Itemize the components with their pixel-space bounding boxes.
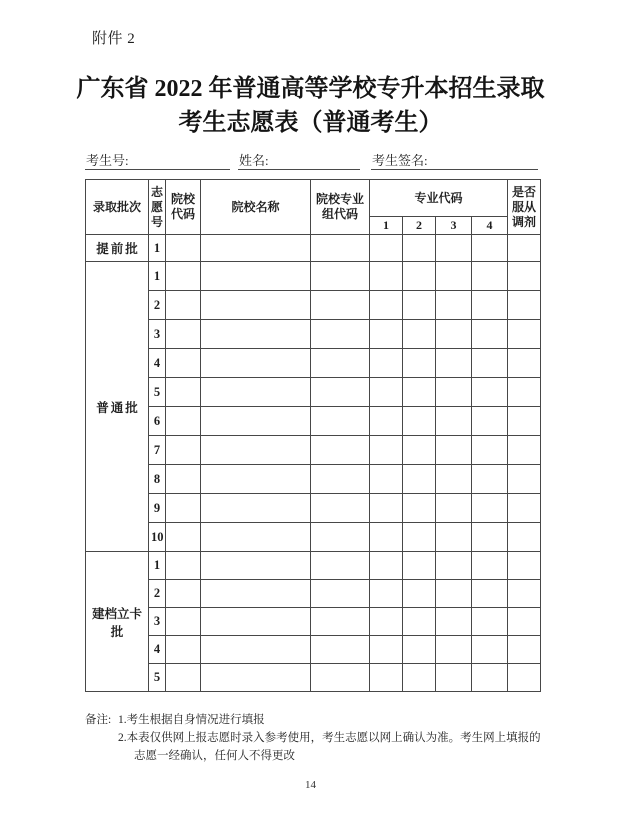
- volunteer-number-cell: 3: [149, 608, 166, 636]
- college-name-cell: [201, 580, 311, 608]
- table-row: [86, 664, 541, 692]
- college-code-cell: [166, 235, 201, 262]
- obey-adjustment-cell: [508, 552, 541, 580]
- obey-adjustment-cell: [508, 465, 541, 494]
- major-code-4-cell: [472, 291, 508, 320]
- college-code-cell: [166, 378, 201, 407]
- table-row: [86, 523, 541, 552]
- major-code-1-cell: [370, 465, 403, 494]
- major-code-3-cell: [436, 235, 472, 262]
- major-code-3-cell: [436, 407, 472, 436]
- header-obey-adjustment: 是否服从调剂: [508, 180, 541, 235]
- college-code-cell: [166, 636, 201, 664]
- major-code-2-cell: [403, 349, 436, 378]
- note-item-1: 1.考生根据自身情况进行填报: [118, 714, 265, 726]
- major-code-4-cell: [472, 636, 508, 664]
- major-code-2-cell: [403, 608, 436, 636]
- college-code-cell: [166, 664, 201, 692]
- major-code-2-cell: [403, 262, 436, 291]
- table-row: [86, 608, 541, 636]
- major-code-1-cell: [370, 262, 403, 291]
- major-code-4-cell: [472, 378, 508, 407]
- college-name-cell: [201, 262, 311, 291]
- table-row: [86, 262, 541, 291]
- table-row: [86, 436, 541, 465]
- major-code-2-cell: [403, 636, 436, 664]
- major-code-1-cell: [370, 523, 403, 552]
- obey-adjustment-cell: [508, 523, 541, 552]
- major-code-2-cell: [403, 465, 436, 494]
- major-code-1-cell: [370, 378, 403, 407]
- major-code-3-cell: [436, 291, 472, 320]
- volunteer-number-cell: 4: [149, 349, 166, 378]
- volunteer-number-cell: 8: [149, 465, 166, 494]
- volunteer-table-wrap: [85, 179, 541, 692]
- major-group-code-cell: [311, 378, 370, 407]
- major-code-4-cell: [472, 580, 508, 608]
- header-college-major-group-code: 院校专业组代码: [311, 180, 370, 235]
- major-code-2-cell: [403, 235, 436, 262]
- major-code-4-cell: [472, 664, 508, 692]
- college-name-cell: [201, 664, 311, 692]
- volunteer-number-cell: 5: [149, 378, 166, 407]
- candidate-info-line: [85, 150, 541, 170]
- volunteer-number-cell: 1: [149, 262, 166, 291]
- volunteer-number-cell: 9: [149, 494, 166, 523]
- major-code-1-cell: [370, 436, 403, 465]
- major-group-code-cell: [311, 262, 370, 291]
- major-code-1-cell: [370, 494, 403, 523]
- college-name-cell: [201, 465, 311, 494]
- major-code-1-cell: [370, 291, 403, 320]
- college-name-cell: [201, 494, 311, 523]
- obey-adjustment-cell: [508, 291, 541, 320]
- volunteer-table: [85, 179, 541, 692]
- college-code-cell: [166, 552, 201, 580]
- major-code-4-cell: [472, 235, 508, 262]
- table-body: [86, 235, 541, 692]
- major-code-3-cell: [436, 349, 472, 378]
- attachment-label: 附件 2: [92, 31, 136, 47]
- major-code-2-cell: [403, 320, 436, 349]
- major-code-3-cell: [436, 552, 472, 580]
- major-group-code-cell: [311, 608, 370, 636]
- college-code-cell: [166, 608, 201, 636]
- header-major-code-1: 1: [370, 217, 403, 235]
- table-row: [86, 465, 541, 494]
- major-code-1-cell: [370, 608, 403, 636]
- major-code-3-cell: [436, 494, 472, 523]
- notes-items: [118, 712, 546, 765]
- major-group-code-cell: [311, 291, 370, 320]
- college-code-cell: [166, 494, 201, 523]
- table-row: [86, 349, 541, 378]
- major-group-code-cell: [311, 552, 370, 580]
- major-group-code-cell: [311, 636, 370, 664]
- major-code-1-cell: [370, 407, 403, 436]
- header-admission-batch: 录取批次: [86, 180, 149, 235]
- major-group-code-cell: [311, 465, 370, 494]
- signature-field: [371, 150, 538, 170]
- candidate-number-label: 考生号:: [86, 153, 129, 168]
- major-group-code-cell: [311, 494, 370, 523]
- major-code-4-cell: [472, 436, 508, 465]
- major-code-4-cell: [472, 407, 508, 436]
- volunteer-number-cell: 6: [149, 407, 166, 436]
- college-name-cell: [201, 407, 311, 436]
- major-code-4-cell: [472, 608, 508, 636]
- obey-adjustment-cell: [508, 349, 541, 378]
- major-code-3-cell: [436, 608, 472, 636]
- major-code-3-cell: [436, 636, 472, 664]
- note-item-2: 2.本表仅供网上报志愿时录入参考使用，考生志愿以网上确认为准。考生网上填报的志愿一经确认，任何人不得更改: [118, 731, 541, 762]
- volunteer-number-cell: 5: [149, 664, 166, 692]
- signature-label: 考生签名:: [372, 153, 428, 168]
- header-volunteer-number: 志愿号: [149, 180, 166, 235]
- page-title-line2: 考生志愿表（普通考生）: [178, 110, 443, 136]
- header-major-code-3: 3: [436, 217, 472, 235]
- obey-adjustment-cell: [508, 320, 541, 349]
- table-row: [86, 407, 541, 436]
- header-major-code-4: 4: [472, 217, 508, 235]
- table-row: [86, 580, 541, 608]
- page-number: 14: [305, 779, 316, 791]
- major-code-4-cell: [472, 494, 508, 523]
- table-row: [86, 552, 541, 580]
- header-major-code: 专业代码: [370, 180, 508, 217]
- batch-label: 普通批: [86, 262, 149, 552]
- obey-adjustment-cell: [508, 636, 541, 664]
- table-row: [86, 636, 541, 664]
- college-name-cell: [201, 349, 311, 378]
- header-major-code-2: 2: [403, 217, 436, 235]
- obey-adjustment-cell: [508, 378, 541, 407]
- table-row: [86, 320, 541, 349]
- volunteer-number-cell: 2: [149, 580, 166, 608]
- obey-adjustment-cell: [508, 262, 541, 291]
- volunteer-number-cell: 1: [149, 235, 166, 262]
- major-code-2-cell: [403, 407, 436, 436]
- major-code-3-cell: [436, 378, 472, 407]
- college-name-cell: [201, 436, 311, 465]
- college-code-cell: [166, 523, 201, 552]
- obey-adjustment-cell: [508, 664, 541, 692]
- major-code-2-cell: [403, 523, 436, 552]
- major-group-code-cell: [311, 235, 370, 262]
- college-name-cell: [201, 636, 311, 664]
- major-code-2-cell: [403, 436, 436, 465]
- major-code-3-cell: [436, 465, 472, 494]
- major-code-4-cell: [472, 349, 508, 378]
- major-group-code-cell: [311, 349, 370, 378]
- major-code-4-cell: [472, 523, 508, 552]
- major-group-code-cell: [311, 580, 370, 608]
- notes-label: 备注:: [85, 714, 112, 726]
- table-row: [86, 494, 541, 523]
- major-code-1-cell: [370, 580, 403, 608]
- obey-adjustment-cell: [508, 235, 541, 262]
- page-title-line1: 广东省 2022 年普通高等学校专升本招生录取: [76, 76, 545, 102]
- major-code-2-cell: [403, 664, 436, 692]
- header-college-code: 院校代码: [166, 180, 201, 235]
- college-name-cell: [201, 608, 311, 636]
- major-code-3-cell: [436, 320, 472, 349]
- major-code-2-cell: [403, 580, 436, 608]
- major-code-3-cell: [436, 580, 472, 608]
- college-code-cell: [166, 465, 201, 494]
- volunteer-number-cell: 1: [149, 552, 166, 580]
- college-code-cell: [166, 320, 201, 349]
- college-code-cell: [166, 407, 201, 436]
- major-code-3-cell: [436, 262, 472, 291]
- batch-label: 建档立卡批: [86, 552, 149, 692]
- obey-adjustment-cell: [508, 608, 541, 636]
- major-code-3-cell: [436, 436, 472, 465]
- obey-adjustment-cell: [508, 407, 541, 436]
- major-code-1-cell: [370, 320, 403, 349]
- college-code-cell: [166, 262, 201, 291]
- major-group-code-cell: [311, 320, 370, 349]
- college-name-cell: [201, 235, 311, 262]
- volunteer-number-cell: 2: [149, 291, 166, 320]
- major-group-code-cell: [311, 436, 370, 465]
- major-code-4-cell: [472, 552, 508, 580]
- major-code-4-cell: [472, 262, 508, 291]
- name-field: [238, 150, 360, 170]
- page-title: [0, 72, 621, 140]
- volunteer-number-cell: 3: [149, 320, 166, 349]
- major-code-2-cell: [403, 552, 436, 580]
- obey-adjustment-cell: [508, 436, 541, 465]
- major-code-1-cell: [370, 349, 403, 378]
- major-code-4-cell: [472, 320, 508, 349]
- college-name-cell: [201, 552, 311, 580]
- major-code-3-cell: [436, 523, 472, 552]
- table-row: [86, 235, 541, 262]
- college-name-cell: [201, 523, 311, 552]
- major-group-code-cell: [311, 523, 370, 552]
- obey-adjustment-cell: [508, 580, 541, 608]
- major-code-3-cell: [436, 664, 472, 692]
- college-code-cell: [166, 349, 201, 378]
- college-name-cell: [201, 291, 311, 320]
- college-code-cell: [166, 291, 201, 320]
- college-code-cell: [166, 436, 201, 465]
- candidate-number-field: [85, 150, 230, 170]
- table-row: [86, 291, 541, 320]
- college-name-cell: [201, 378, 311, 407]
- major-code-1-cell: [370, 235, 403, 262]
- volunteer-number-cell: 10: [149, 523, 166, 552]
- major-group-code-cell: [311, 664, 370, 692]
- major-group-code-cell: [311, 407, 370, 436]
- major-code-2-cell: [403, 291, 436, 320]
- table-row: [86, 378, 541, 407]
- major-code-1-cell: [370, 552, 403, 580]
- major-code-2-cell: [403, 494, 436, 523]
- major-code-4-cell: [472, 465, 508, 494]
- batch-label: 提前批: [86, 235, 149, 262]
- volunteer-number-cell: 4: [149, 636, 166, 664]
- notes: [85, 712, 547, 765]
- header-college-name: 院校名称: [201, 180, 311, 235]
- name-label: 姓名:: [239, 153, 269, 168]
- major-code-1-cell: [370, 664, 403, 692]
- volunteer-number-cell: 7: [149, 436, 166, 465]
- college-name-cell: [201, 320, 311, 349]
- major-code-2-cell: [403, 378, 436, 407]
- obey-adjustment-cell: [508, 494, 541, 523]
- college-code-cell: [166, 580, 201, 608]
- major-code-1-cell: [370, 636, 403, 664]
